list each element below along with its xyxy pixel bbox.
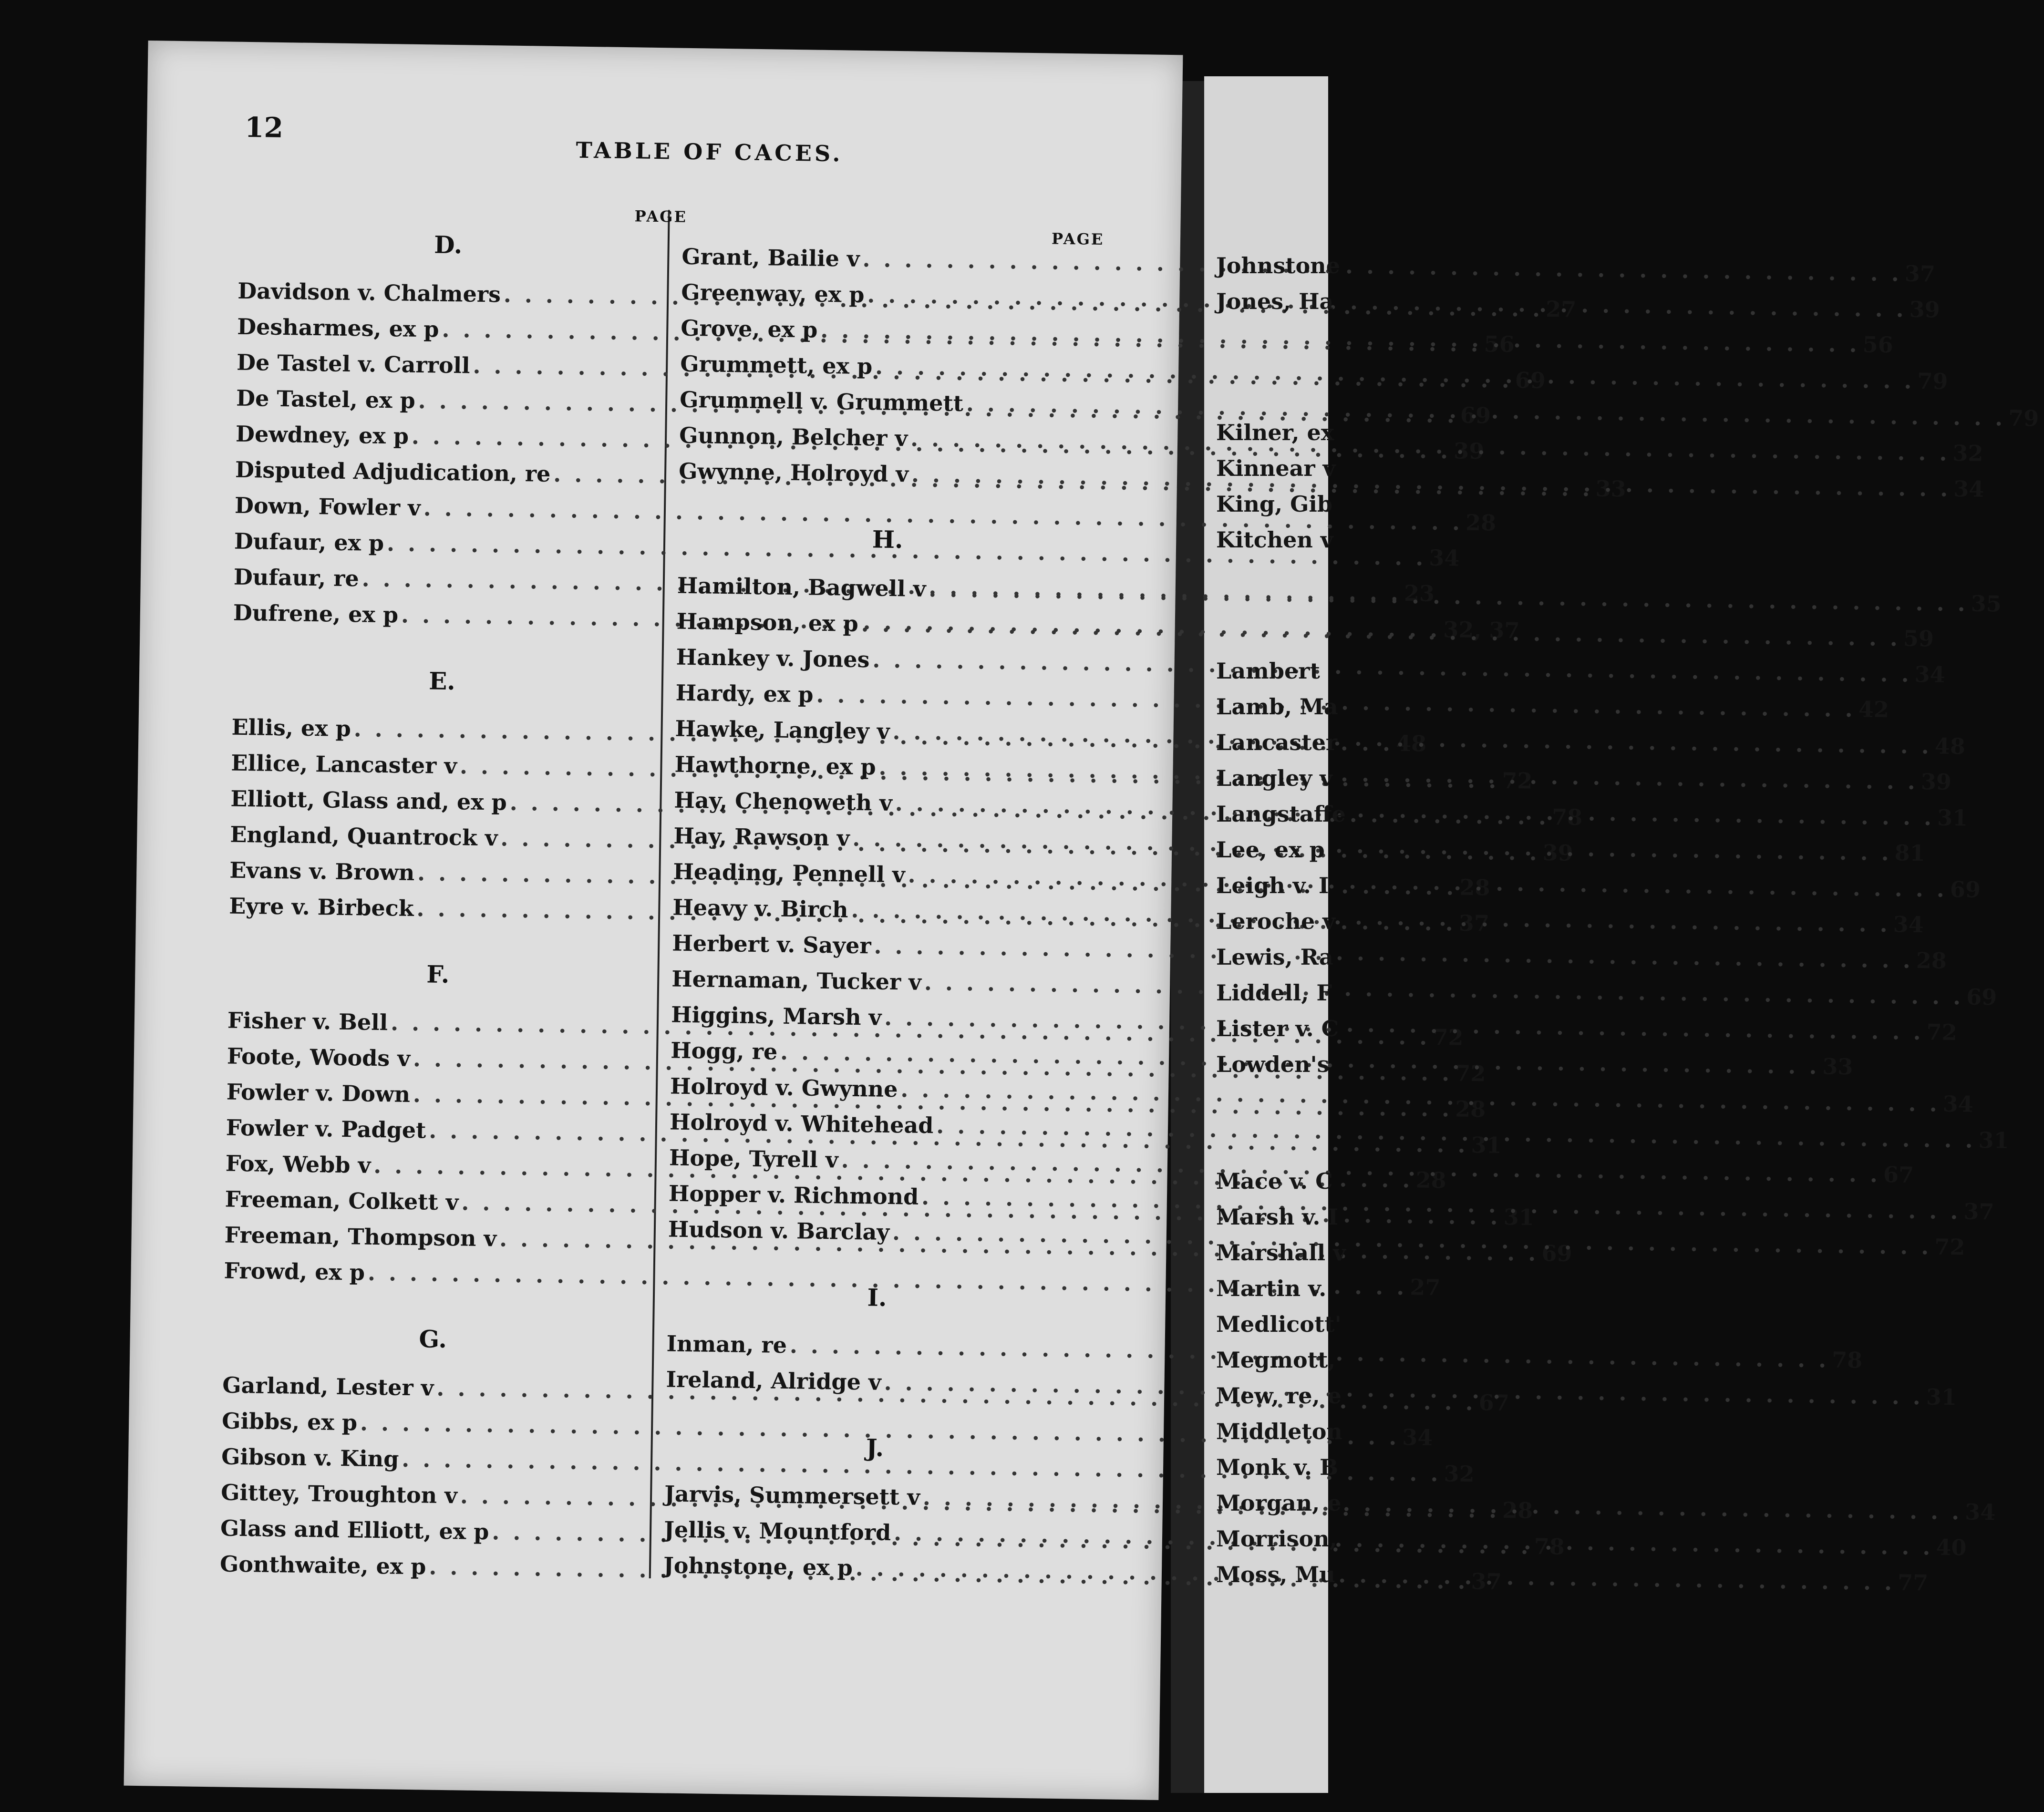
case-name: Gittey, Troughton v <box>220 1479 458 1509</box>
next-page-fragment: Jones, Ha <box>1216 288 1334 314</box>
running-head: TABLE OF CACES. <box>576 137 843 167</box>
next-page-fragment: Kitchen v <box>1216 527 1333 553</box>
next-page-fragment: Lister v. C <box>1216 1016 1339 1041</box>
case-name: Davidson v. Chalmers <box>237 278 501 308</box>
case-page: 78 <box>1551 804 1583 831</box>
case-page: 72 <box>1926 1019 1957 1046</box>
page-number: 12 <box>244 111 284 144</box>
case-page: 28 <box>1916 947 1947 974</box>
case-name: Evans v. Brown <box>229 857 415 885</box>
case-name: Grove, ex p <box>680 315 818 343</box>
next-page-fragment: Kinnear v <box>1216 455 1336 481</box>
next-page-fragment: Marshall v <box>1216 1240 1346 1266</box>
next-page-fragment: Lee, ex p <box>1216 837 1325 863</box>
next-page-fragment: Martin v. <box>1216 1276 1327 1301</box>
case-name: Freeman, Thompson v <box>224 1222 497 1252</box>
case-page: 42 <box>1858 696 1889 723</box>
case-name: Frowd, ex p <box>224 1257 365 1286</box>
next-page-fragment: Lowden's <box>1216 1051 1330 1077</box>
case-page: 34 <box>1429 545 1460 571</box>
case-name: Fox, Webb v <box>225 1150 371 1178</box>
case-page: 48 <box>1395 730 1427 757</box>
case-page: 28 <box>1465 509 1497 536</box>
case-name: Fowler v. Padget <box>226 1114 426 1143</box>
case-name: Fisher v. Bell <box>227 1007 388 1036</box>
case-page: 33 <box>1595 475 1627 502</box>
next-page-fragment: Moss, Mu <box>1216 1562 1335 1587</box>
next-page-fragment: Morgan, e <box>1216 1490 1342 1516</box>
section-letter: D. <box>434 230 463 259</box>
case-page: 39 <box>1453 438 1485 464</box>
leader-dots <box>924 969 1964 1009</box>
case-name: Ellice, Lancaster v <box>231 750 457 779</box>
case-page: 56 <box>1484 331 1515 358</box>
case-page: 31 <box>1471 1132 1502 1158</box>
section-letter: E. <box>428 667 456 696</box>
next-page-fragment: Middleton <box>1216 1419 1342 1444</box>
case-name: Dufaur, re <box>233 564 360 592</box>
case-name: Jellis v. Mountford <box>663 1516 891 1546</box>
next-page-fragment: Lambert <box>1216 658 1320 684</box>
case-name: Gonthwaite, ex p <box>219 1551 426 1580</box>
leader-dots <box>872 647 1912 687</box>
case-page: 78 <box>1534 1533 1565 1560</box>
case-page: 34 <box>1402 1424 1433 1451</box>
next-page-fragment: King, Gib <box>1216 491 1333 517</box>
case-page: 48 <box>1934 733 1966 760</box>
case-page: 37 <box>1963 1198 1994 1225</box>
case-name: Gibson v. King <box>221 1443 399 1472</box>
case-name: Garland, Lester v <box>222 1372 434 1401</box>
case-name: Grant, Bailie v <box>681 243 860 272</box>
case-name: Dufrene, ex p <box>233 599 399 628</box>
case-name: Eyre v. Birbeck <box>228 893 414 921</box>
case-page: 31 <box>1503 1204 1535 1230</box>
case-name: Hampson, ex p <box>676 608 859 637</box>
case-name: Hopper v. Richmond <box>668 1180 919 1210</box>
next-page-fragment: Morrison, <box>1216 1526 1337 1552</box>
case-name: Glass and Elliott, ex p <box>220 1515 489 1545</box>
case-page: 32 <box>1952 440 1983 466</box>
case-page: 28 <box>1415 1167 1446 1194</box>
case-page: 78 <box>1831 1347 1863 1373</box>
section-letter: G. <box>419 1325 447 1354</box>
case-name: Herbert v. Sayer <box>671 930 871 959</box>
case-page: 28 <box>1455 1096 1486 1122</box>
next-page-fragment: Lamb, Ma <box>1216 694 1338 720</box>
case-page: 35 <box>1971 590 2002 617</box>
case-name: Jarvis, Summersett v <box>664 1481 920 1510</box>
case-name: Hankey v. Jones <box>676 644 870 673</box>
section-letter: J. <box>866 1433 884 1462</box>
case-page: 34 <box>1942 1091 1974 1117</box>
case-page: 69 <box>1515 367 1546 394</box>
case-page: 69 <box>1966 984 1997 1010</box>
case-page: 56 <box>1862 331 1894 358</box>
case-page: 59 <box>1903 625 1934 652</box>
case-name: Holroyd v. Whitehead <box>669 1109 934 1139</box>
leader-dots <box>862 246 1902 286</box>
case-page: 33 <box>1822 1053 1853 1080</box>
case-name: Johnstone, ex p <box>663 1552 853 1581</box>
case-page: 32 <box>1444 1461 1475 1487</box>
next-page-fragment: Leigh v. I <box>1216 873 1329 898</box>
case-page: 69 <box>1950 876 1981 903</box>
case-page: 28 <box>1502 1497 1533 1524</box>
case-name: Heavy v. Birch <box>672 894 848 923</box>
case-page: 39 <box>1542 840 1574 866</box>
next-page-fragment: Langstaffe <box>1216 801 1346 827</box>
case-name: Hay, Chenoweth v <box>674 787 893 816</box>
case-name: Grummett, ex p <box>680 350 873 380</box>
case-page: 72 <box>1934 1234 1965 1260</box>
case-name: Foote, Woods v <box>227 1043 411 1071</box>
next-page-fragment: Leroche v <box>1216 908 1335 934</box>
next-page-fragment: Mew, re, e <box>1216 1383 1342 1409</box>
next-page-fragment: Kilner, ex <box>1216 420 1334 445</box>
case-name: Ellis, ex p <box>231 714 351 742</box>
case-page: 79 <box>2008 405 2039 432</box>
case-name: Hawthorne, ex p <box>674 751 877 780</box>
case-name: England, Quantrock v <box>230 821 498 851</box>
right-page-label: PAGE <box>1051 229 1105 249</box>
case-page: 37 <box>1471 1568 1502 1595</box>
next-page-fragment: Mace v. C <box>1216 1168 1333 1194</box>
section-letter: F. <box>426 960 450 989</box>
next-page-fragment: Marsh v. I <box>1216 1204 1338 1230</box>
section-letter: H. <box>872 525 903 554</box>
left-page-label: PAGE <box>634 207 688 226</box>
case-name: Inman, re <box>666 1330 787 1358</box>
case-page: 31 <box>1937 804 1968 831</box>
case-page: 67 <box>1883 1162 1914 1188</box>
case-page: 81 <box>1894 840 1926 866</box>
case-page: 34 <box>1964 1499 1996 1525</box>
next-page-fragment: Megmott, <box>1216 1347 1336 1373</box>
case-name: Hardy, ex p <box>675 680 814 708</box>
case-page: 34 <box>1914 661 1946 688</box>
case-name: Gwynne, Holroyd v <box>678 458 909 487</box>
case-name: Hogg, re <box>670 1037 778 1065</box>
case-name: Dufaur, ex p <box>234 528 384 556</box>
case-page: 27 <box>1409 1274 1441 1301</box>
case-page: 40 <box>1936 1534 1967 1561</box>
case-page: 77 <box>1897 1569 1929 1596</box>
case-name: Elliott, Glass and, ex p <box>230 785 507 815</box>
case-name: Desharmes, ex p <box>237 313 439 342</box>
case-name: Gibbs, ex p <box>221 1408 358 1436</box>
case-page: 34 <box>1893 911 1924 938</box>
next-page-fragment: Langley v <box>1216 765 1332 791</box>
case-page: 72 <box>1433 1024 1464 1050</box>
case-page: 37 <box>1458 910 1490 937</box>
leader-dots <box>874 933 1913 973</box>
case-page: 72 <box>1455 1060 1486 1087</box>
case-entry <box>680 315 1894 358</box>
next-page-fragment: Lancaster <box>1216 730 1338 755</box>
section-letter: I. <box>867 1283 887 1312</box>
case-page: 67 <box>1478 1390 1510 1416</box>
case-page: 69 <box>1460 402 1491 429</box>
case-name: De Tastel, ex p <box>236 385 416 413</box>
case-name: Greenway, ex p <box>681 279 865 308</box>
case-page: 39 <box>1920 769 1952 795</box>
case-name: Down, Fowler v <box>234 492 421 521</box>
case-page: 69 <box>1541 1240 1572 1266</box>
case-name: Heading, Pennell v <box>673 858 906 888</box>
case-name: Hudson v. Barclay <box>668 1216 890 1245</box>
case-page: 27 <box>1545 296 1577 322</box>
case-page: 39 <box>1909 296 1941 323</box>
case-page: 31 <box>1978 1127 2010 1153</box>
next-page-fragment: Johnstone <box>1216 253 1340 278</box>
leader-dots <box>929 576 1968 616</box>
next-page-fragment: Liddell, F <box>1216 980 1332 1006</box>
case-name: Dewdney, ex p <box>235 421 409 449</box>
case-name: Hawke, Langley v <box>675 715 890 744</box>
case-page: 23 <box>1404 580 1435 607</box>
case-page: 72 <box>1501 767 1533 794</box>
case-page: 31 <box>1926 1384 1957 1410</box>
case-page: 34 <box>1953 475 1984 502</box>
case-name: Hope, Tyrell v <box>669 1144 839 1173</box>
case-name: Hay, Rawson v <box>673 823 850 851</box>
case-name: Hernaman, Tucker v <box>671 966 922 995</box>
case-page: 28 <box>1459 874 1490 901</box>
case-page: 79 <box>1917 368 1948 394</box>
case-name: Fowler v. Down <box>226 1079 411 1107</box>
next-page-fragment: Medlicott' <box>1216 1311 1342 1337</box>
next-page-fragment: Monk v. B <box>1216 1454 1338 1480</box>
case-name: Ireland, Alridge v <box>666 1366 882 1395</box>
case-name: Disputed Adjudication, re <box>235 456 551 487</box>
case-name: Hamilton, Bagwell v <box>677 572 926 602</box>
case-name: De Tastel v. Carroll <box>236 349 470 379</box>
case-name: Gunnon, Belcher v <box>679 422 908 452</box>
case-name: Holroyd v. Gwynne <box>670 1073 898 1102</box>
next-page-fragment: Lewis, Ra <box>1216 944 1333 970</box>
case-name: Higgins, Marsh v <box>671 1001 882 1030</box>
case-name: Grummell v. Grummett <box>679 386 964 416</box>
case-page: 32, 37 <box>1443 617 1520 644</box>
case-page: 37 <box>1904 260 1936 287</box>
case-name: Freeman, Colkett v <box>225 1186 459 1215</box>
